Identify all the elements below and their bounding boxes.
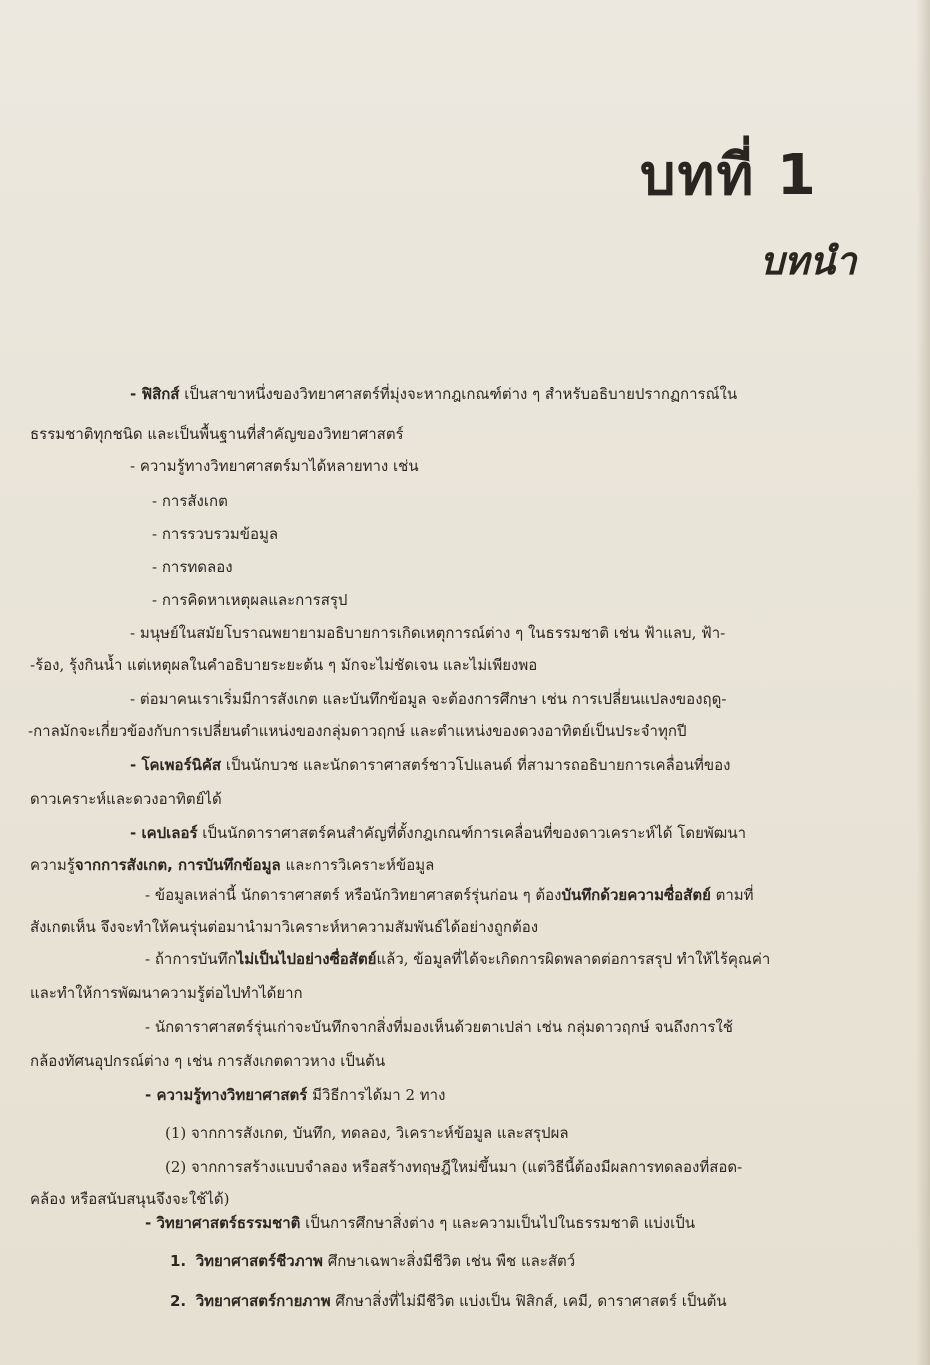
knowledge-way-2-cont: คล้อง หรือสนับสนุนจึงจะใช้ได้)	[30, 1190, 230, 1208]
paragraph-data-honesty: - ข้อมูลเหล่านี้ นักดาราศาสตร์ หรือนักวิทยาศาสตร์รุ่นก่อน ๆ ต้องบันทึกด้วยความซื่อสัตย์ ตามที่	[145, 886, 754, 904]
term-copernicus: - โคเพอร์นิคัส	[130, 756, 222, 774]
paragraph-copernicus: - โคเพอร์นิคัส เป็นนักบวช และนักดาราศาสตร์ชาวโปแลนด์ ที่สามารถอธิบายการเคลื่อนที่ของ	[130, 756, 731, 774]
paragraph-dishonest-record-cont: และทำให้การพัฒนาความรู้ต่อไปทำได้ยาก	[30, 984, 303, 1002]
page-edge-shadow	[916, 0, 930, 1365]
term-natural-science: - วิทยาศาสตร์ธรรมชาติ	[145, 1214, 301, 1232]
knowledge-way-2: (2) จากการสร้างแบบจำลอง หรือสร้างทฤษฎีใหม่ขึ้นมา (แต่วิธีนี้ต้องมีผลการทดลองที่สอด-	[165, 1158, 743, 1176]
paragraph-ancient-humans-cont: -ร้อง, รุ้งกินน้ำ แต่เหตุผลในคำอธิบายระยะต้น ๆ มักจะไม่ชัดเจน และไม่เพียงพอ	[30, 656, 538, 674]
paragraph-kepler: - เคปเลอร์ เป็นนักดาราศาสตร์คนสำคัญที่ตั้งกฎเกณฑ์การเคลื่อนที่ของดาวเคราะห์ได้ โดยพัฒนา	[130, 824, 747, 842]
paragraph-old-astronomers: - นักดาราศาสตร์รุ่นเก่าจะบันทึกจากสิ่งที่มองเห็นด้วยตาเปล่า เช่น กลุ่มดาวฤกษ์ จนถึงการใช้	[145, 1018, 733, 1036]
paragraph-physics: - ฟิสิกส์ เป็นสาขาหนึ่งของวิทยาศาสตร์ที่มุ่งจะหากฎเกณฑ์ต่าง ๆ สำหรับอธิบายปรากฏการณ์ใน	[130, 385, 738, 403]
chapter-title: บทนำ	[760, 239, 857, 283]
method-item: - การคิดหาเหตุผลและการสรุป	[152, 591, 348, 609]
paragraph-natural-science: - วิทยาศาสตร์ธรรมชาติ เป็นการศึกษาสิ่งต่าง ๆ และความเป็นไปในธรรมชาติ แบ่งเป็น	[145, 1214, 695, 1232]
term-physics: - ฟิสิกส์	[130, 385, 180, 403]
natural-science-item-physical: 2. วิทยาศาสตร์กายภาพ ศึกษาสิ่งที่ไม่มีชีวิต แบ่งเป็น ฟิสิกส์, เคมี, ดาราศาสตร์ เป็นต้น	[170, 1292, 727, 1310]
term-scientific-knowledge: - ความรู้ทางวิทยาศาสตร์	[145, 1086, 308, 1104]
paragraph-copernicus-cont: ดาวเคราะห์และดวงอาทิตย์ได้	[30, 790, 222, 808]
chapter-number: บทที่ 1	[640, 143, 818, 208]
knowledge-way-1: (1) จากการสังเกต, บันทึก, ทดลอง, วิเคราะห์ข้อมูล และสรุปผล	[165, 1124, 569, 1142]
method-item: - การทดลอง	[152, 558, 233, 576]
method-item: - การสังเกต	[152, 492, 228, 510]
paragraph-kepler-cont: ความรู้จากการสังเกต, การบันทึกข้อมูล และการวิเคราะห์ข้อมูล	[30, 856, 435, 874]
method-item: - การรวบรวมข้อมูล	[152, 525, 279, 543]
natural-science-item-bio: 1. วิทยาศาสตร์ชีวภาพ ศึกษาเฉพาะสิ่งมีชีวิต เช่น พืช และสัตว์	[170, 1252, 576, 1270]
paragraph-old-astronomers-cont: กล้องทัศนอุปกรณ์ต่าง ๆ เช่น การสังเกตดาวหาง เป็นต้น	[30, 1052, 386, 1070]
paragraph-data-honesty-cont: สังเกตเห็น จึงจะทำให้คนรุ่นต่อมานำมาวิเคราะห์หาความสัมพันธ์ได้อย่างถูกต้อง	[30, 918, 539, 936]
term-kepler: - เคปเลอร์	[130, 824, 198, 842]
paragraph-knowledge-sources: - ความรู้ทางวิทยาศาสตร์มาได้หลายทาง เช่น	[130, 457, 419, 475]
paragraph-dishonest-record: - ถ้าการบันทึกไม่เป็นไปอย่างซื่อสัตย์แล้ว, ข้อมูลที่ได้จะเกิดการผิดพลาดต่อการสรุป ทำให้ไร้คุณค่า	[145, 950, 771, 968]
paragraph-physics-cont: ธรรมชาติทุกชนิด และเป็นพื้นฐานที่สำคัญของวิทยาศาสตร์	[30, 425, 404, 443]
paragraph-scientific-knowledge: - ความรู้ทางวิทยาศาสตร์ มีวิธีการได้มา 2 ทาง	[145, 1086, 446, 1104]
paragraph-observation-cont: -กาลมักจะเกี่ยวข้องกับการเปลี่ยนตำแหน่งของกลุ่มดาวฤกษ์ และตำแหน่งของดวงอาทิตย์เป็นประจำทุกปี	[28, 722, 687, 740]
paragraph-observation: - ต่อมาคนเราเริ่มมีการสังเกต และบันทึกข้อมูล จะต้องการศึกษา เช่น การเปลี่ยนแปลงของฤดู-	[130, 690, 727, 708]
paragraph-ancient-humans: - มนุษย์ในสมัยโบราณพยายามอธิบายการเกิดเหตุการณ์ต่าง ๆ ในธรรมชาติ เช่น ฟ้าแลบ, ฟ้า-	[130, 624, 726, 642]
